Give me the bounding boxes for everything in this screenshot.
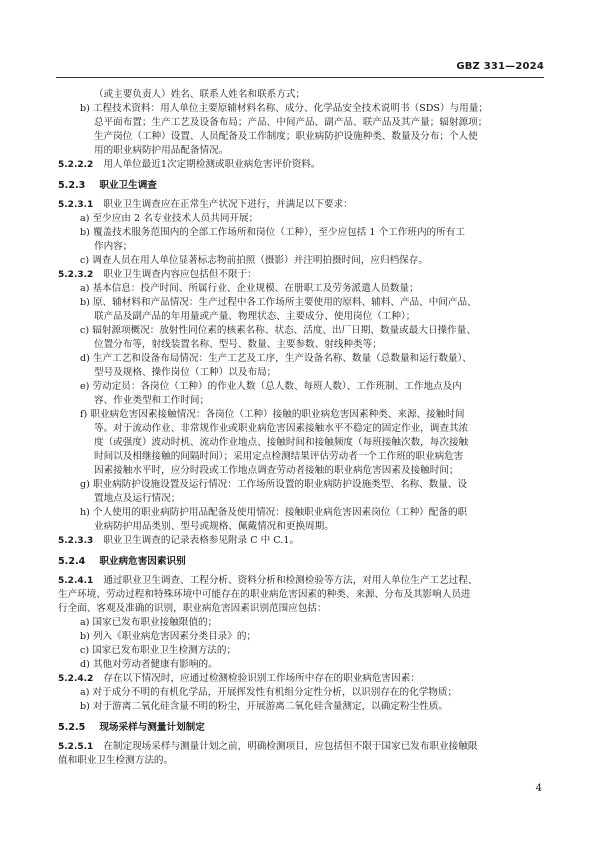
list-item-text: 基本信息：投产时间、所属行业、企业规模、在册职工及劳务派遣人员数量； xyxy=(92,283,419,294)
continued-line: （或主要负责人）姓名、联系人姓名和联系方式； xyxy=(94,89,306,100)
list-item xyxy=(58,644,546,658)
list-item-label: a) xyxy=(80,617,90,628)
list-item-label: c) xyxy=(80,325,90,336)
list-item xyxy=(58,616,546,630)
list-item xyxy=(58,254,546,268)
clause-5-2-3-2: 5.2.3.2 职业卫生调查内容应包括但不限于： xyxy=(58,269,257,280)
list-item xyxy=(58,630,546,644)
list-item-text: 职业病危害因素接触情况：各岗位（工种）接触的职业病危害因素种类、来源、接触时间 xyxy=(90,409,465,420)
list-item-b-line2: 总平面布置；生产工艺及设备布局；产品、中间产品、副产品、联产品及其产量；辐射源项； xyxy=(94,117,488,128)
list-item-text: 其他对劳动者健康有影响的。 xyxy=(92,659,218,670)
list-item-label: e) xyxy=(80,381,90,392)
list-item-b-line4: 用的职业病防护用品配备情况。 xyxy=(94,145,229,156)
list-item-text: 列入《职业病危害因素分类目录》的； xyxy=(92,631,257,642)
list-item xyxy=(58,282,546,296)
list-item-continuation: 型号及规格、操作岗位（工种）以及布局； xyxy=(94,367,277,378)
list-item-b: b) 工程技术资料：用人单位主要原辅材料名称、成分、化学品安全技术说明书（SDS）与用量； xyxy=(80,103,488,114)
list-item-label: a) xyxy=(80,283,90,294)
clause-5-2-4-1-line2: 生产环境、劳动过程和特殊环境中可能存在的职业病危害因素的种类、来源、分布及其影响人员进 xyxy=(58,589,471,600)
list-item-text: 劳动定员：各岗位（工种）的作业人数（总人数、每班人数）、工作班制、工作地点及内 xyxy=(92,381,462,392)
list-item-continuation: 度（或强度）波动时机、流动作业地点、接触时间和接触频度（每班接触次数，每次接触 xyxy=(94,437,469,448)
list-item-label: b) xyxy=(80,701,90,712)
clause-5-2-5-1-line2: 值和职业卫生检测方法的。 xyxy=(58,755,174,766)
list-item xyxy=(58,700,546,714)
list-5-2-4-2 xyxy=(58,686,546,714)
list-5-2-3-2 xyxy=(58,282,546,534)
list-item xyxy=(58,686,546,700)
list-item-text: 覆盖技术服务范围内的全部工作场所和岗位（工种），至少应包括 1 个工作班内的所有工 xyxy=(92,227,465,238)
list-item-continuation: 时间以及相继接触的间隔时间）；采用定点检测结果评估劳动者一个工作班的职业病危害 xyxy=(94,451,464,462)
list-item xyxy=(58,380,546,394)
list-5-2-4-1 xyxy=(58,616,546,672)
list-item-b-line3: 生产岗位（工种）设置、人员配备及工作制度；职业病防护设施种类、数量及分布；个人使 xyxy=(94,131,478,142)
list-item xyxy=(58,478,546,492)
section-heading-5-2-5: 5.2.5 现场采样与测量计划制定 xyxy=(58,722,205,733)
list-item-label: d) xyxy=(80,659,90,670)
list-item-text: 国家已发布职业卫生检测方法的； xyxy=(92,645,237,656)
list-item-label: a) xyxy=(80,687,90,698)
list-item-text: 职业病防护设施设置及运行情况：工作场所设置的职业病防护设施类型、名称、数量、设 xyxy=(92,479,468,490)
list-item xyxy=(58,296,546,310)
list-item-label: f) xyxy=(80,409,88,420)
list-item-label: b) xyxy=(80,297,90,308)
list-item-label: h) xyxy=(80,507,90,518)
section-heading-5-2-4: 5.2.4 职业病危害因素识别 xyxy=(58,556,186,567)
header-rule xyxy=(56,77,544,78)
list-item-label: d) xyxy=(80,353,90,364)
list-item-text: 生产工艺和设备布局情况：生产工艺及工序，生产设备名称、数量（总数量和运行数量）、 xyxy=(92,353,472,364)
standard-code: GBZ 331—2024 xyxy=(456,61,544,72)
list-item-text: 原、辅材料和产品情况：生产过程中各工作场所主要使用的原料、辅料、产品、中间产品、 xyxy=(92,297,477,308)
clause-5-2-5-1: 5.2.5.1 在制定现场采样与测量计划之前，明确检测项目，应包括但不限于国家已发布职业接触限 xyxy=(58,741,478,752)
list-item-text: 对于游离二氧化硅含量不明的粉尘，开展游离二氧化硅含量测定，以确定粉尘性质。 xyxy=(92,701,448,712)
list-item xyxy=(58,352,546,366)
list-item-continuation: 业病防护用品类别、型号或规格、佩戴情况和更换周期。 xyxy=(94,521,334,532)
document-body xyxy=(58,88,546,768)
list-item-continuation: 联产品及副产品的年用量或产量、物理状态、主要成分、使用岗位（工种）； xyxy=(94,311,416,322)
list-item-label: b) xyxy=(80,631,90,642)
page-number: 4 xyxy=(535,783,542,794)
list-item xyxy=(58,658,546,672)
clause-5-2-3-1: 5.2.3.1 职业卫生调查应在正常生产状况下进行，并满足以下要求： xyxy=(58,199,353,210)
list-item-text: 调查人员在用人单位显著标志物前拍照（摄影）并注明拍摄时间，应归档保存。 xyxy=(92,255,428,266)
list-item xyxy=(58,324,546,338)
list-item xyxy=(58,506,546,520)
list-item-text: 至少应由 2 名专业技术人员共同开展； xyxy=(92,213,259,224)
clause-5-2-2-2: 5.2.2.2 用人单位最近1次定期检测或职业病危害评价资料。 xyxy=(58,159,321,170)
list-item-label: g) xyxy=(80,479,90,490)
list-item-label: a) xyxy=(80,213,90,224)
list-item xyxy=(58,212,546,226)
list-item-text: 个人使用的职业病防护用品配备及使用情况：接触职业病危害因素岗位（工种）配备的职 xyxy=(92,507,468,518)
list-item-continuation: 位置分布等，射线装置名称、型号、数量、主要参数、射线种类等； xyxy=(94,339,382,350)
list-item-continuation: 置地点及运行情况； xyxy=(94,493,181,504)
list-item xyxy=(58,408,546,422)
list-item-label: c) xyxy=(80,645,90,656)
list-item-text: 国家已发布职业接触限值的； xyxy=(92,617,218,628)
list-item-label: b) xyxy=(80,227,90,238)
section-heading-5-2-3: 5.2.3 职业卫生调查 xyxy=(58,180,157,191)
list-5-2-3-1 xyxy=(58,212,546,268)
list-item-label: c) xyxy=(80,255,90,266)
clause-5-2-4-2: 5.2.4.2 存在以下情况时，应通过检测检验识别工作场所中存在的职业病危害因素： xyxy=(58,673,420,684)
list-item-continuation: 作内容； xyxy=(94,241,133,252)
clause-5-2-4-1-line3: 行全面、客观及准确的识别，职业病危害因素识别范围应包括： xyxy=(58,603,327,614)
list-item-continuation: 因素接触水平时，应分时段或工作地点调查劳动者接触的职业病危害因素及接触时间； xyxy=(94,465,459,476)
list-item xyxy=(58,226,546,240)
list-item-continuation: 等。对于流动作业、非常规作业或职业病危害因素接触水平不稳定的固定作业，调查其浓 xyxy=(94,423,469,434)
clause-5-2-3-3: 5.2.3.3 职业卫生调查的记录表格参见附录 C 中 C.1。 xyxy=(58,535,300,546)
list-item-text: 辐射源项概况：放射性同位素的核素名称、状态、活度、出厂日期、数量或最大日操作量、 xyxy=(92,325,476,336)
list-item-continuation: 容、作业类型和工作时间； xyxy=(94,395,210,406)
clause-5-2-4-1: 5.2.4.1 通过职业卫生调查、工程分析、资料分析和检测检验等方法，对用人单位生产工艺过程、 xyxy=(58,575,478,586)
list-item-text: 对于成分不明的有机化学品，开展挥发性有机组分定性分析，以识别存在的化学物质； xyxy=(92,687,458,698)
